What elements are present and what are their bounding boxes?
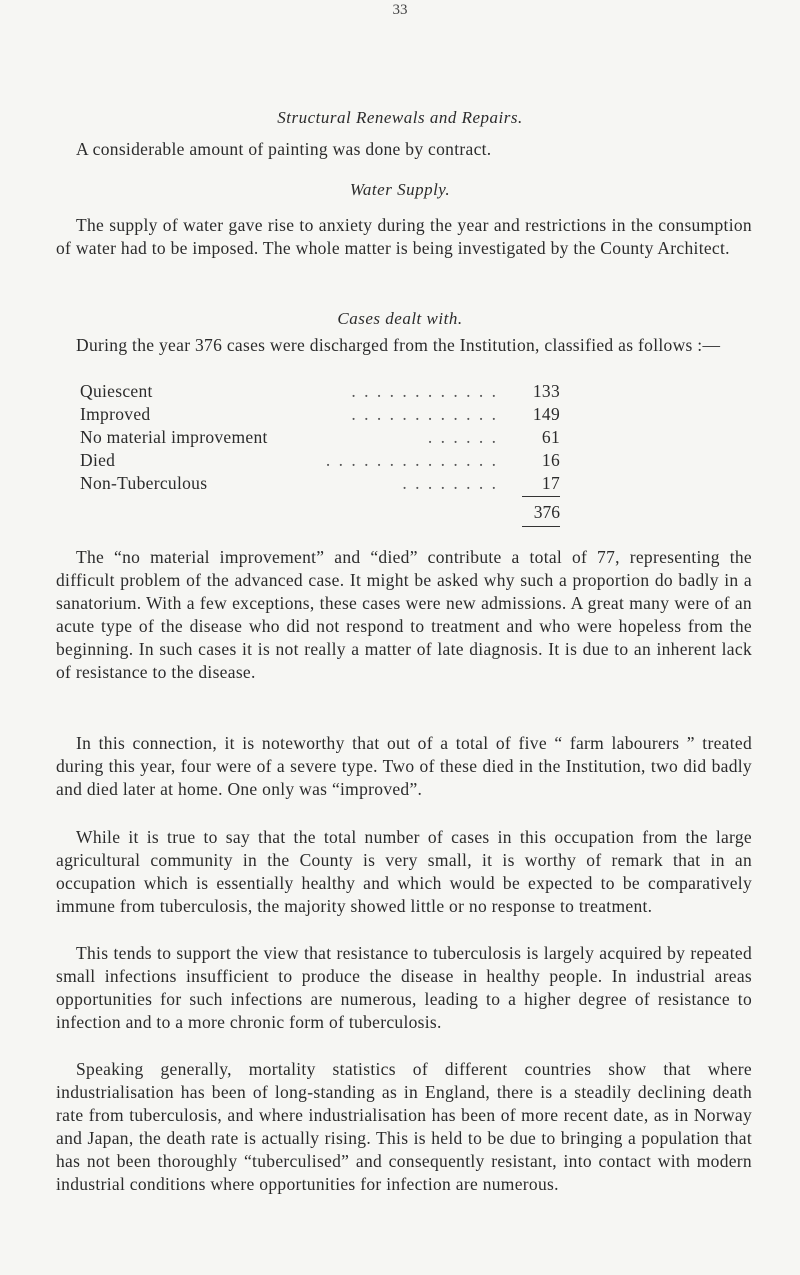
paragraph-farm-labourers: In this connection, it is noteworthy that out of a total of five “ farm labourers ” treated during this year, four were of a severe type. Two of these died in the Institution, two did badly and died later at home. One only was “improved”. bbox=[56, 733, 752, 799]
section-title-structural-renewals: Structural Renewals and Repairs. bbox=[277, 108, 523, 127]
cases-table bbox=[80, 380, 560, 522]
row-label: Quiescent bbox=[80, 381, 153, 401]
row-label: Non-Tuberculous bbox=[80, 473, 208, 493]
row-leader-dots: . . . . . . . . . . . . bbox=[351, 381, 498, 401]
cases-total: 376 bbox=[533, 502, 560, 522]
sum-rule-bottom bbox=[522, 526, 560, 527]
row-label: Improved bbox=[80, 404, 151, 424]
sum-rule-top bbox=[522, 496, 560, 497]
row-leader-dots: . . . . . . . . bbox=[402, 473, 498, 493]
water-supply-text: The supply of water gave rise to anxiety during the year and restrictions in the consumption of water had to be imposed. The whole matter is being investigated by the County Architect. bbox=[56, 215, 752, 258]
row-label: No material improvement bbox=[80, 427, 268, 447]
table-row bbox=[80, 426, 560, 449]
row-value: 133 bbox=[532, 381, 560, 401]
row-value: 17 bbox=[541, 473, 560, 493]
page-number: 33 bbox=[392, 2, 408, 18]
row-label: Died bbox=[80, 450, 116, 470]
row-leader-dots: . . . . . . . . . . . . bbox=[351, 404, 498, 424]
section-title-cases-dealt-with: Cases dealt with. bbox=[337, 309, 463, 328]
paragraph-advanced-cases: The “no material improvement” and “died” contribute a total of 77, representing the difficult problem of the advanced case. It might be asked why such a proportion do badly in a sanatorium. With a few exceptions, these cases were new admissions. A great many were of an acute type of the disease who did not respond to treatment and who were hopeless from the beginning. In such cases it is not really a matter of late diagnosis. It is due to an inherent lack of resistance to the disease. bbox=[56, 547, 752, 682]
row-value: 61 bbox=[541, 427, 560, 447]
paragraph-mortality-statistics: Speaking generally, mortality statistics of different countries show that where industrialisation has been of long-standing as in England, there is a steadily declining death rate from tuberculosis, and where industrialisation has been of more recent date, as in Norway and Japan, the death rate is actually rising. This is held to be due to bringing a population that has not been thoroughly “tuberculised” and consequently resistant, into contact with modern industrial conditions where opportunities for infection are numerous. bbox=[56, 1059, 752, 1194]
paragraph-agricultural-community: While it is true to say that the total number of cases in this occupation from the large agricultural community in the County is very small, it is worthy of remark that in an occupation which is essentially healthy and which would be expected to be comparatively immune from tuberculosis, the majority showed little or no response to treatment. bbox=[56, 827, 752, 916]
section-title-water-supply: Water Supply. bbox=[349, 180, 451, 199]
paragraph-resistance: This tends to support the view that resistance to tuberculosis is largely acquired by repeated small infections insufficient to produce the disease in healthy people. In industrial areas opportunities for such infections are numerous, leading to a higher degree of resistance to infection and to a more chronic form of tuberculosis. bbox=[56, 943, 752, 1032]
table-row bbox=[80, 472, 560, 495]
cases-intro-text: During the year 376 cases were discharged from the Institution, classified as follows :— bbox=[76, 335, 721, 355]
table-row bbox=[80, 380, 560, 403]
row-leader-dots: . . . . . . . . . . . . . . bbox=[325, 450, 498, 470]
row-leader-dots: . . . . . . bbox=[427, 427, 498, 447]
table-row bbox=[80, 403, 560, 426]
table-row bbox=[80, 449, 560, 472]
row-value: 149 bbox=[532, 404, 560, 424]
row-value: 16 bbox=[541, 450, 560, 470]
structural-renewals-text: A considerable amount of painting was done by contract. bbox=[76, 139, 492, 159]
